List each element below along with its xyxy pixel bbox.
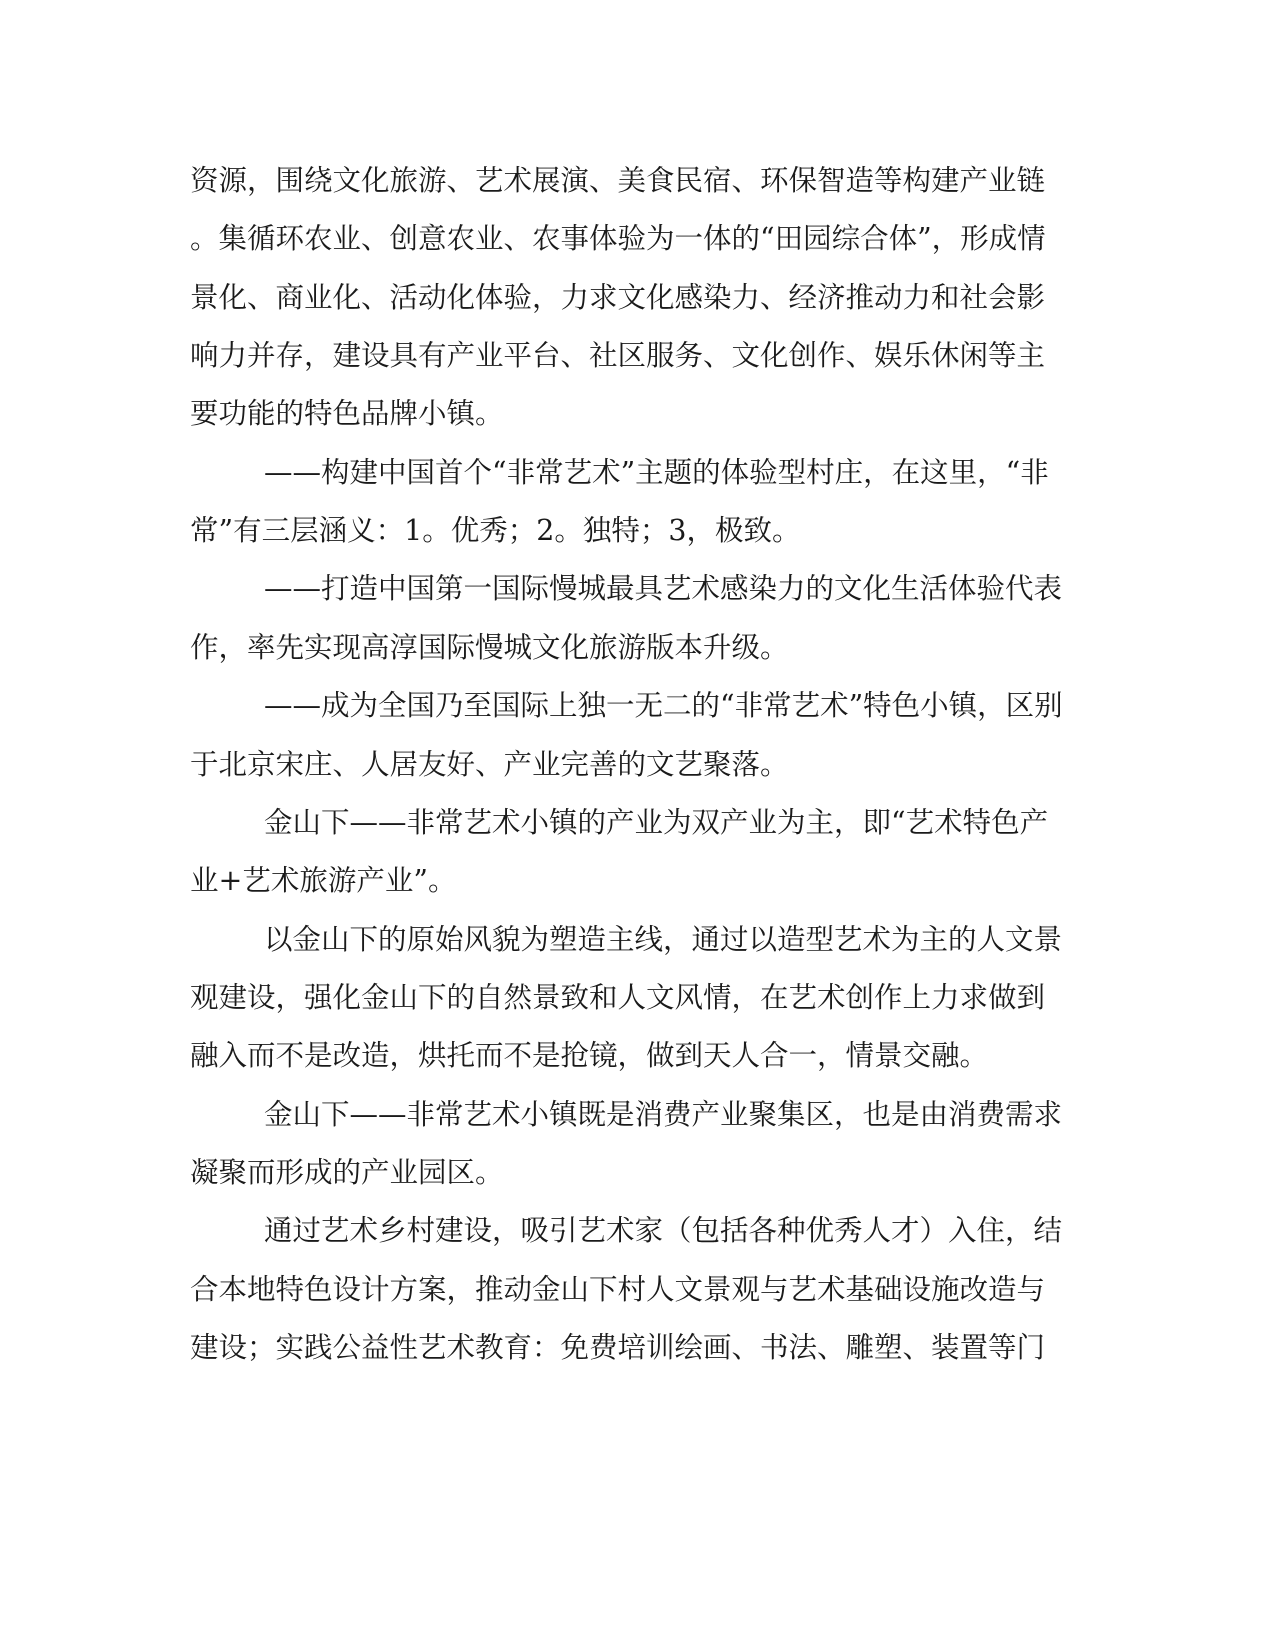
text-line: ——构建中国首个“非常艺术”主题的体验型村庄，在这里，“非 <box>264 456 1049 489</box>
text-line: ——成为全国乃至国际上独一无二的“非常艺术”特色小镇，区别 <box>264 689 1063 722</box>
text-line: 响力并存，建设具有产业平台、社区服务、文化创作、娱乐休闲等主 <box>190 339 1046 372</box>
text-line: 。集循环农业、创意农业、农事体验为一体的“田园综合体”，形成情 <box>190 222 1046 255</box>
text-line: 凝聚而形成的产业园区。 <box>190 1156 504 1189</box>
text-line: 金山下——非常艺术小镇既是消费产业聚集区，也是由消费需求 <box>264 1098 1063 1131</box>
text-line: 建设；实践公益性艺术教育：免费培训绘画、书法、雕塑、装置等门 <box>190 1331 1046 1364</box>
text-line: 作，率先实现高淳国际慢城文化旅游版本升级。 <box>190 631 789 664</box>
text-line: 常”有三层涵义：1。优秀；2。独特；3，极致。 <box>190 514 801 547</box>
text-line: 通过艺术乡村建设，吸引艺术家（包括各种优秀人才）入住，结 <box>264 1214 1063 1247</box>
text-line: 于北京宋庄、人居友好、产业完善的文艺聚落。 <box>190 748 789 781</box>
text-line: 融入而不是改造，烘托而不是抢镜，做到天人合一，情景交融。 <box>190 1039 989 1072</box>
text-line: 业+艺术旅游产业”。 <box>190 864 457 897</box>
text-line: ——打造中国第一国际慢城最具艺术感染力的文化生活体验代表 <box>264 572 1063 605</box>
text-line: 资源，围绕文化旅游、艺术展演、美食民宿、环保智造等构建产业链 <box>190 164 1046 197</box>
text-line: 以金山下的原始风貌为塑造主线，通过以造型艺术为主的人文景 <box>264 923 1063 956</box>
text-line: 景化、商业化、活动化体验，力求文化感染力、经济推动力和社会影 <box>190 281 1046 314</box>
text-line: 金山下——非常艺术小镇的产业为双产业为主，即“艺术特色产 <box>264 806 1049 839</box>
text-line: 观建设，强化金山下的自然景致和人文风情，在艺术创作上力求做到 <box>190 981 1046 1014</box>
text-line: 合本地特色设计方案，推动金山下村人文景观与艺术基础设施改造与 <box>190 1273 1046 1306</box>
text-line: 要功能的特色品牌小镇。 <box>190 397 504 430</box>
